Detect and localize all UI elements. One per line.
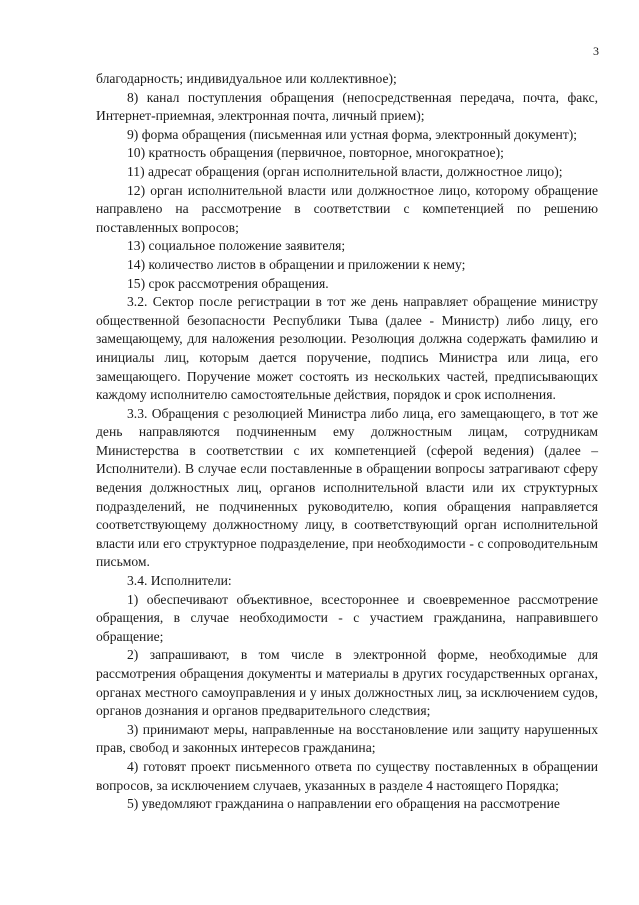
paragraph: 3.3. Обращения с резолюцией Министра либо лица, его замещающего, в тот же день направляются подчиненным ему должностным лицам, сотрудникам Министерства в соответствии с их компетенцией (сферой ведения) (далее – Исполнители). В случае если поставленные в обращении вопросы затрагивают сферу ведения должностных лиц, органов исполнительной власти или их структурных подразделений, не подчиненных руководителю, копия обращения направляется соответствующему должностному лицу, в соответствующий орган исполнительной власти или его структурное подразделение, при необходимости - с сопроводительным письмом.: [96, 405, 598, 570]
paragraph: 1) обеспечивают объективное, всестороннее и своевременное рассмотрение обращения, в случае необходимости - с участием гражданина, направившего обращение;: [96, 591, 598, 644]
paragraph: 3) принимают меры, направленные на восстановление или защиту нарушенных прав, свобод и законных интересов гражданина;: [96, 721, 598, 756]
document-body: [96, 70, 598, 814]
paragraph: 10) кратность обращения (первичное, повторное, многократное);: [127, 145, 504, 161]
paragraph: 12) орган исполнительной власти или должностное лицо, которому обращение направлено на рассмотрение в соответствии с компетенцией по решению поставленных вопросов;: [96, 182, 598, 235]
paragraph: 13) социальное положение заявителя;: [127, 238, 346, 254]
paragraph: 3.2. Сектор после регистрации в тот же день направляет обращение министру общественной безопасности Республики Тыва (далее - Министр) либо лицу, его замещающему, для наложения резолюции. Резолюция должна содержать фамилию и инициалы лиц, которым дается поручение, подпись Министра или лица, его замещающего. Поручение может состоять из нескольких частей, предписывающих каждому исполнителю самостоятельные действия, порядок и срок исполнения.: [96, 294, 598, 403]
paragraph: 14) количество листов в обращении и приложении к нему;: [127, 256, 466, 272]
paragraph: 5) уведомляют гражданина о направлении его обращения на рассмотрение: [127, 796, 560, 812]
paragraph: 8) канал поступления обращения (непосредственная передача, почта, факс, Интернет-приемная, электронная почта, личный прием);: [96, 89, 598, 124]
paragraph: 2) запрашивают, в том числе в электронной форме, необходимые для рассмотрения обращения документы и материалы в других государственных органах, органах местного самоуправления и у иных должностных лиц, за исключением судов, органов дознания и органов предварительного следствия;: [96, 647, 598, 719]
paragraph: 15) срок рассмотрения обращения.: [127, 275, 329, 291]
page-number: 3: [593, 44, 599, 58]
paragraph: 4) готовят проект письменного ответа по существу поставленных в обращении вопросов, за исключением случаев, указанных в разделе 4 настоящего Порядка;: [96, 758, 598, 793]
paragraph: 11) адресат обращения (орган исполнительной власти, должностное лицо);: [127, 163, 563, 179]
paragraph: 3.4. Исполнители:: [127, 573, 232, 589]
paragraph: благодарность; индивидуальное или коллективное);: [96, 71, 397, 86]
paragraph: 9) форма обращения (письменная или устная форма, электронный документ);: [127, 126, 578, 142]
